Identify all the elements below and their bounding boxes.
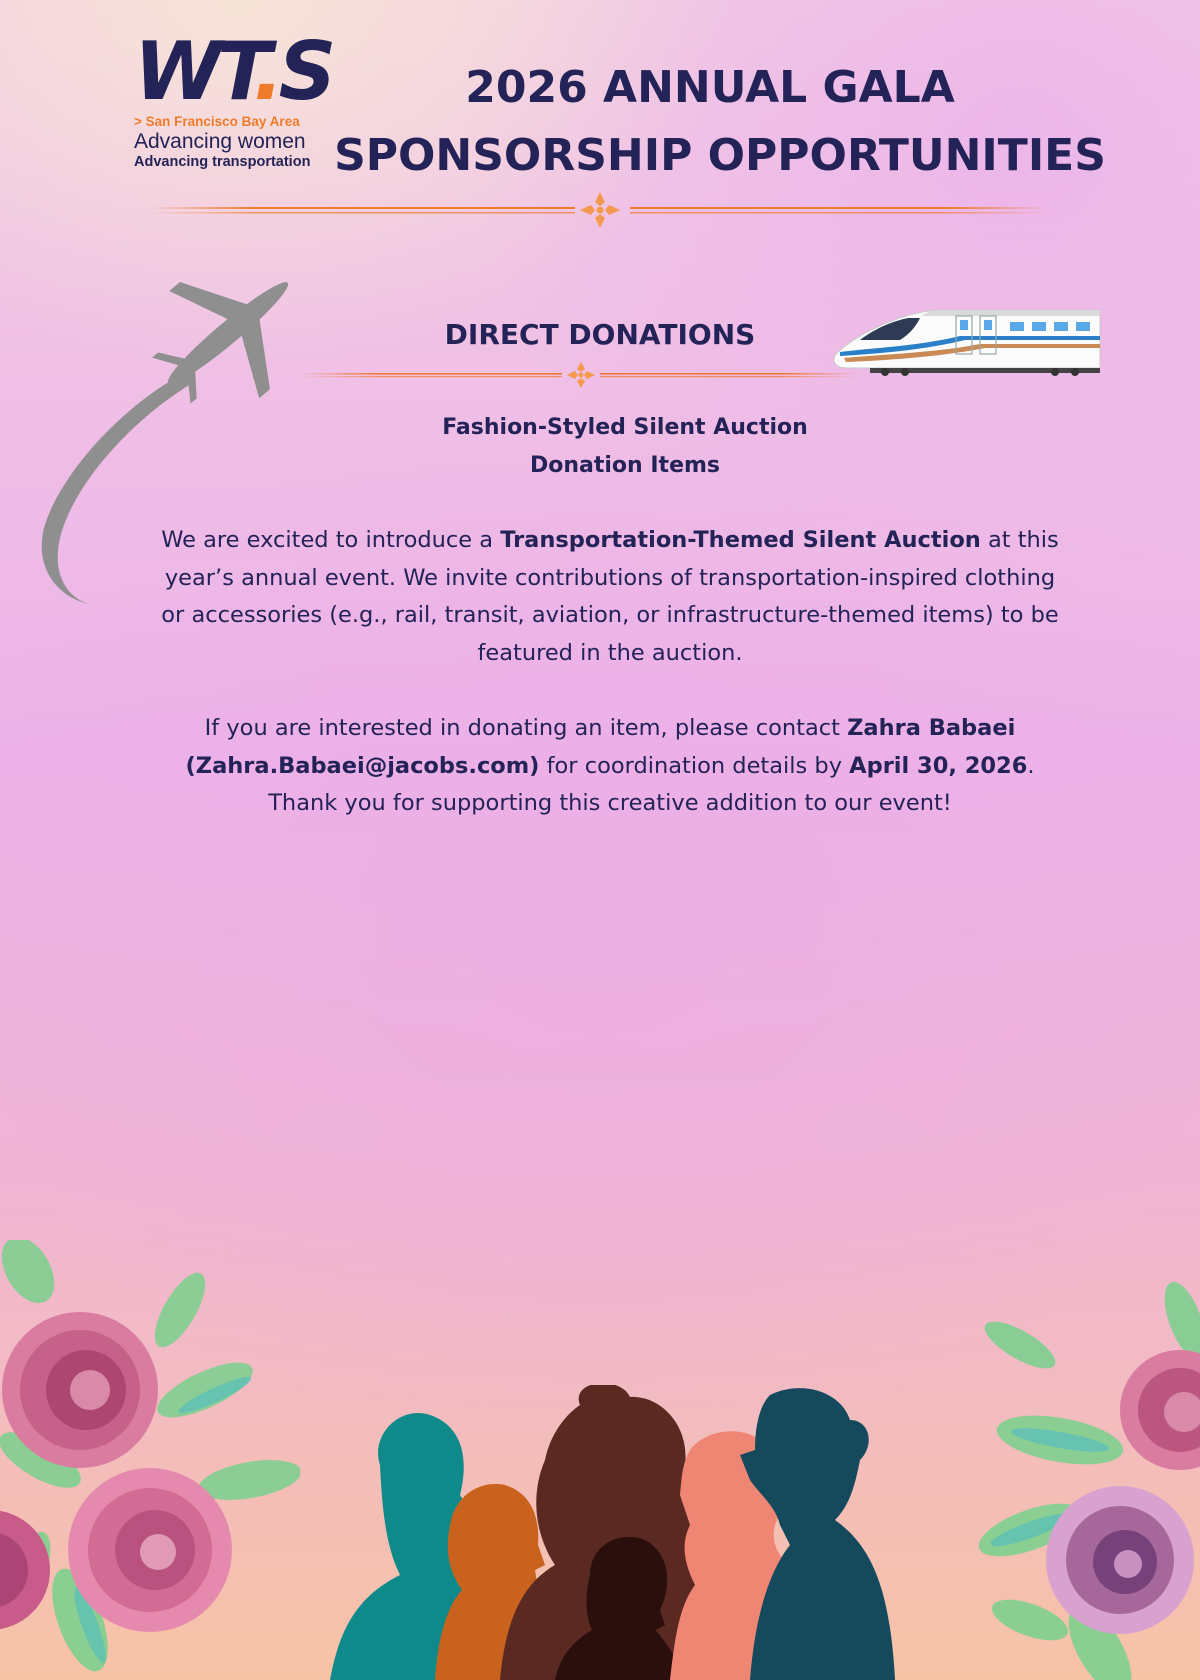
contact-email[interactable]: (Zahra.Babaei@jacobs.com) [185,752,540,779]
flowers-right-decoration [940,1280,1200,1680]
logo-tagline-2: Advancing transportation [134,154,311,170]
page-title-line-2: SPONSORSHIP OPPORTUNITIES [334,130,1106,181]
contact-name: Zahra Babaei [847,715,1016,741]
section-heading: DIRECT DONATIONS [444,318,756,351]
intro-paragraph: We are excited to introduce a Transportation-Themed Silent Auction at this year’s annual event. We invite contributions of transportation-inspired clothing or accessories (e.g., rail, transit, aviation, or infrastructure-themed items) to be featured in the auction. [161,527,1059,666]
bullet-train-icon [830,308,1105,378]
cross-ornament-icon [567,362,595,388]
deadline-date: April 30, 2026 [849,752,1028,779]
logo-tagline-1: Advancing women [134,130,306,153]
header-divider [150,192,1050,232]
cross-ornament-icon [580,192,620,228]
flowers-left-decoration [0,1240,300,1680]
auction-name: Transportation-Themed Silent Auction [500,527,981,553]
subheading-1: Fashion-Styled Silent Auction [442,415,808,440]
women-silhouettes-illustration [330,1385,910,1680]
contact-paragraph: If you are interested in donating an item, please contact Zahra Babaei (Zahra.Babaei@jacobs.com) for coordination details by April 30, 2026. Thank you for supporting this creative addition to our event! [185,715,1035,816]
wts-logo-mark: WT.S [134,25,332,118]
page-title-line-1: 2026 ANNUAL GALA [465,62,955,113]
subheading-2: Donation Items [529,453,721,478]
section-divider [300,360,860,390]
logo-region: > San Francisco Bay Area [134,114,300,129]
